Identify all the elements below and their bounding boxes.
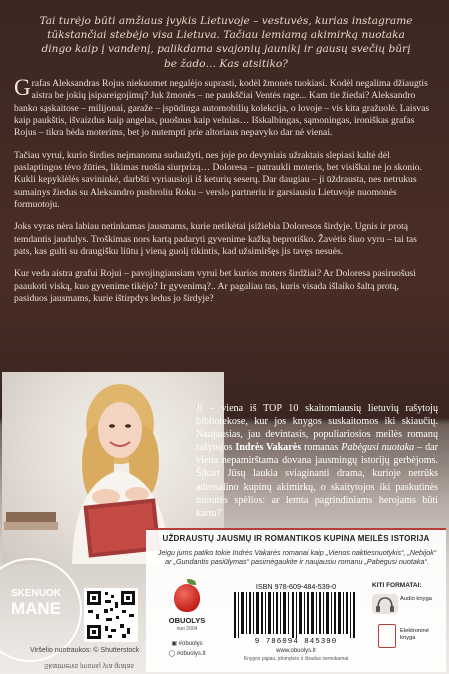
paragraph-3: Joks vyras nėra labiau netinkamas jausmams, kurie netikėtai įsižiebia Doloresos širdyje. Ugnis ir protą temdantis jaudulys. Troškimas nors kartą padaryti gyvenime kažką beprotiško. Žavėtis šiuo vyru – tai tas pats, kas gulti su draugišku liūtu į vieną guolį tikintis, kad užsimiršęs jis tavęs nesuės. [14,221,417,258]
mirrored-text: Skaitmenis įmonių yra grafas [44,662,134,669]
barcode-number: 9 786094 845390 [254,638,338,646]
author-bio-part3: – dar viena nepamirštama dovana jausmingų istorijų gerbėjoms. Šįkart Jūsų laukia sviaginanti drama, kurioje netrūks adrenalino kupinų akimirkų, o skaitytojos iki paskutinės minutės spėlios: ar lemta pagrindiniams herojams būti kartu? [196,442,438,519]
qr-code[interactable] [84,588,138,642]
scan-label-line2: MANE [10,599,62,618]
photo-credit: Viršelio nuotraukos: © Shutterstock [30,647,140,654]
headphones-icon [372,594,398,614]
paragraph-2: Tačiau vyrui, kurio širdies neįmanoma sudaužyti, nes joje po devyniais užraktais slepiasi kaltė dėl paslaptingos tėvo žūties, likimas ruošia siurprizą… Doloresa – patraukli moteris, bet visiškai ne jo skonio. Kukli kepyklėlės savininkė, darbšti vyriausioji iš keturių seserų. Dar daugiau – ji ūždrausta, nes netrukus sumainys žiedus su Aleksandro pusbroliu Roku – verslo partneriu ir garsiausiu Lietuvoje nuomonės formuotoju. [14,149,422,211]
isbn: ISBN 978-609-484-539-0 [255,582,337,591]
formats-title: KITI FORMATAI: [372,582,422,589]
description-text [14,75,434,316]
scan-label [6,588,66,618]
website-link[interactable]: www.obuolys.lt [276,648,316,654]
site-note: Knygos pigiau, įdomybės ir išradus nemokamai [243,656,349,662]
author-bio [196,402,438,520]
promo-text: Jeigu jums patiko tokie Indrės Vakarės romanai kaip „Vienos naktiesnuotykis“, „Nebijok“ ar „Gundantis pasiūlymas“ pasimėgaukite ir naujausiu romanu „Pabėgusi nuotaka“. [157,548,437,567]
barcode [232,592,360,638]
other-formats [370,582,442,668]
ebook-icon [378,624,396,648]
paragraph-4: Kur veda aistra grafui Rojui – pavojingiausiam vyrui bet kurios moters širdžiai? Ar Doloresa pasiruošusi paaukoti viską, kuo gyvenime tikėjo? Ir gyvenimą?.. Ar pagaliau tas, kuris visada išlaiko šaltą protą, pasiduos jausmams, kurie ištirpdys ledus jo širdyje? [14,268,416,305]
instagram-handle: ◯ #obuolys.lt [168,651,206,657]
author-bio-part2: romanas [301,442,342,454]
audio-label: Audio knyga [400,596,432,602]
publisher-since: nuo 2004 [176,626,198,632]
author-name: Indrės Vakarės [235,442,302,454]
scan-label-line1: SKENUOK [10,588,61,599]
publisher-name: OBUOLYS [168,616,206,625]
facebook-handle: ▣ #obuolys [171,641,203,647]
intro-text: Tai turėjo būti amžiaus įvykis Lietuvoje – vestuvės, kurias instagrame tūkstančiai stebėjo visa Lietuva. Tačiau lemiamą akimirką nuotaka dingo kaip į vandenį, palikdama svajonių jaunikį ir gausų svečių būrį be žado… Kas atsitiko? [39,15,413,70]
author-bio-part1: Ji – viena iš TOP 10 skaitomiausių lietuvių rašytojų bibliotekose, kur jos knygos suskaitomos iki skiaučių. Naujausias, jau devintasis, populiariosios meilės romanų rašytojos [196,403,438,454]
paragraph-1: Grafas Aleksandras Rojus niekuomet negalėjo suprasti, kodėl žmonės tuokiasi. Kodėl negalima džiaugtis aistra be jokių įsipareigojimų? Juk žmonės – ne paukščiai Ventės rage... Kam tie žiedai? Aleksandro banko sąskaitose – milijonai, garaže – įspūdinga automobilių kolekcija, o lovoje – vis kita gražuolė. Laisvas kaip paukštis, išvaizdus kaip angelas, puošnus kaip velnias… Išskalbingas, sąmoningas, ironiškas grafas Rojus – tikra bėda moterims, bet jo nutempti prie altoriaus nepavyko dar nė vienai. [14,75,430,139]
book-title: Pabėgusi nuotaka [341,442,415,454]
ebook-label: Elektroninė knyga [400,628,430,641]
apple-icon [174,584,200,612]
tagline: UŽDRAUSTŲ JAUSMŲ IR ROMANTIKOS KUPINA MEILĖS ISTORIJA [162,534,430,543]
